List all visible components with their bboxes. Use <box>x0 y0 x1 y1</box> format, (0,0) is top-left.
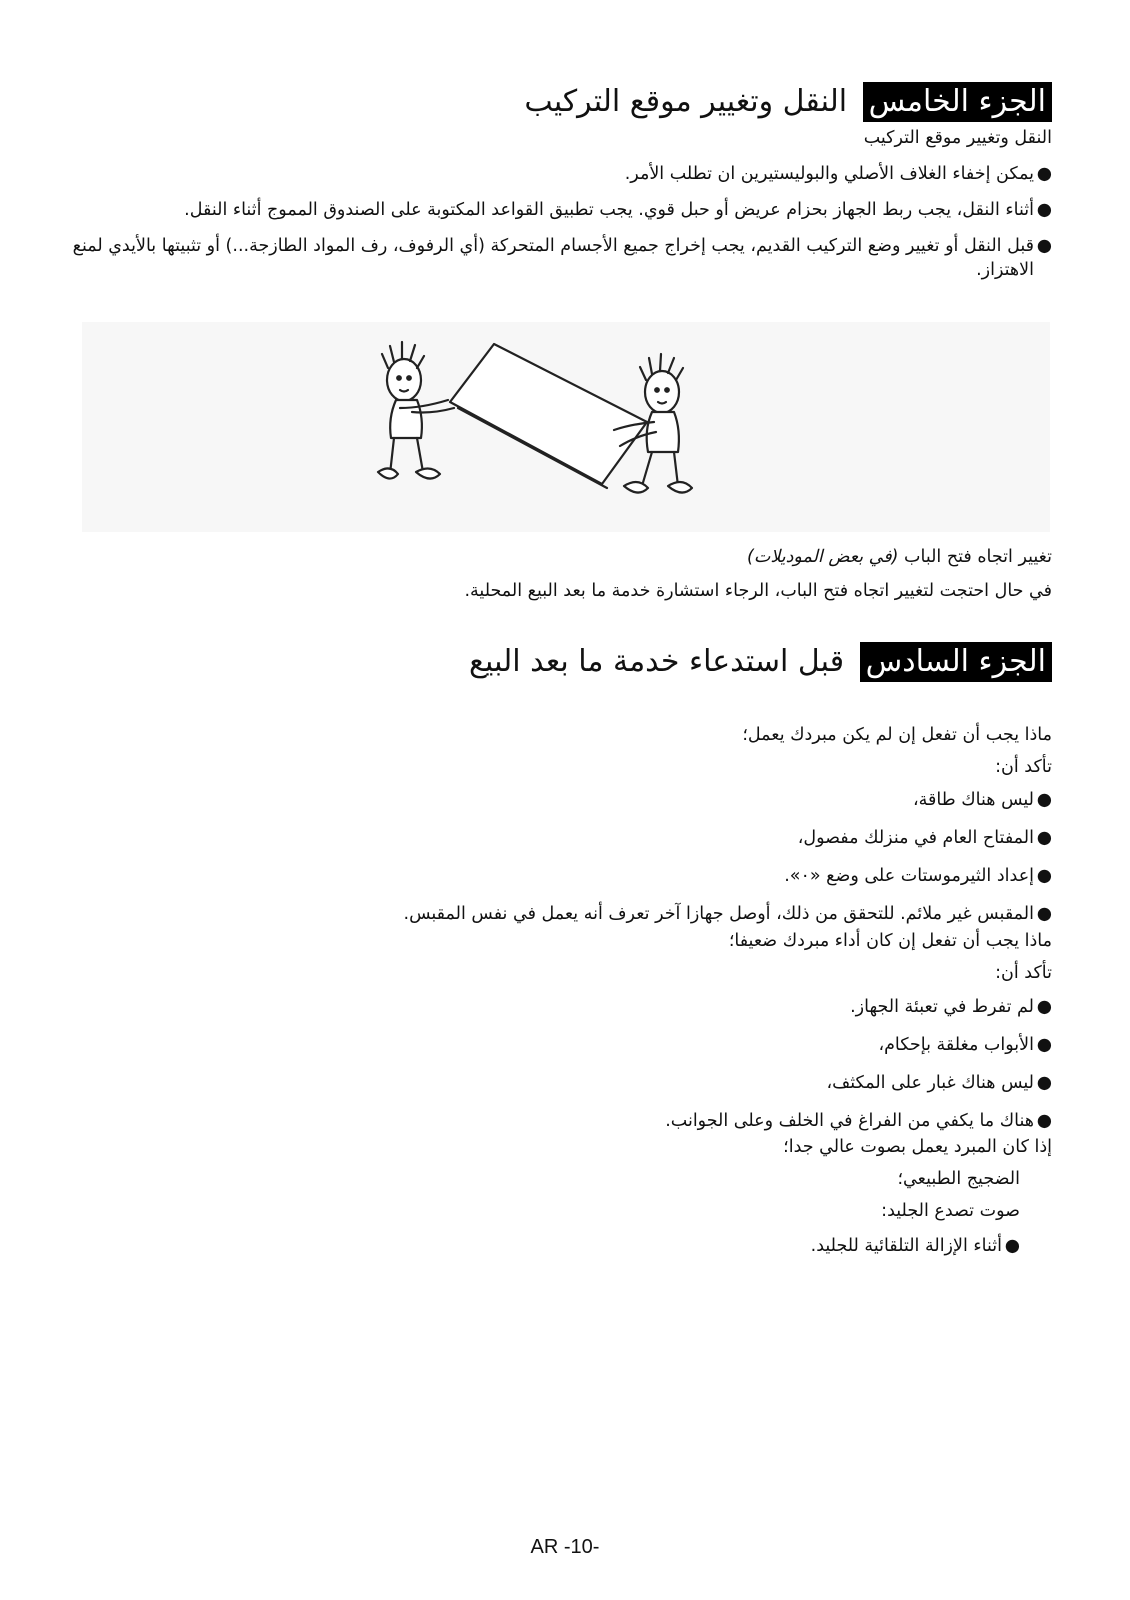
section-5-title: النقل وتغيير موقع التركيب <box>524 84 848 119</box>
question-1-check: تأكد أن: <box>995 757 1052 777</box>
page-number: AR -10- <box>530 1536 600 1558</box>
bullet-icon: ● <box>1036 866 1052 886</box>
list-item <box>72 1033 1052 1057</box>
list-item <box>72 198 1052 222</box>
question-1-bullets <box>72 788 1052 940</box>
list-item-text: الأبواب مغلقة بإحكام، <box>878 1035 1034 1055</box>
question-2: ماذا يجب أن تفعل إن كان أداء مبردك ضعيفا؛ <box>728 931 1052 951</box>
list-item <box>72 788 1052 812</box>
bullet-icon: ● <box>1036 904 1052 924</box>
carrying-fridge-illustration <box>82 322 1050 532</box>
question-3: إذا كان المبرد يعمل بصوت عالي جدا؛ <box>783 1137 1052 1157</box>
list-item-text: هناك ما يكفي من الفراغ في الخلف وعلى الجوانب. <box>665 1111 1034 1131</box>
question-3-sub: الضجيج الطبيعي؛ <box>897 1169 1020 1189</box>
list-item-text: إعداد الثيرموستات على وضع «٠». <box>784 866 1034 886</box>
list-item-text: ليس هناك غبار على المكثف، <box>826 1073 1034 1093</box>
list-item-text: أثناء النقل، يجب ربط الجهاز بحزام عريض أو حبل قوي. يجب تطبيق القواعد المكتوبة على الصندوق المموج أثناء النقل. <box>184 200 1034 220</box>
list-item-text: ليس هناك طاقة، <box>913 790 1034 810</box>
list-item <box>72 1071 1052 1095</box>
door-text: في حال احتجت لتغيير اتجاه فتح الباب، الرجاء استشارة خدمة ما بعد البيع المحلية. <box>464 581 1052 601</box>
door-caption-note: (في بعض الموديلات) <box>747 547 899 567</box>
bullet-icon: ● <box>1036 164 1052 184</box>
bullet-icon: ● <box>1036 1035 1052 1055</box>
question-2-check: تأكد أن: <box>995 963 1052 983</box>
section-6-label: الجزء السادس <box>860 642 1052 682</box>
list-item-text: المفتاح العام في منزلك مفصول، <box>797 828 1034 848</box>
list-item <box>80 1234 1020 1258</box>
section-6-heading <box>72 642 1052 682</box>
door-caption-main: تغيير اتجاه فتح الباب <box>904 547 1052 567</box>
bullet-icon: ● <box>1036 997 1052 1017</box>
list-item <box>72 826 1052 850</box>
section-5-bullets <box>72 162 1052 294</box>
bullet-icon: ● <box>1036 236 1052 256</box>
bullet-icon: ● <box>1036 1111 1052 1131</box>
question-2-bullets <box>72 995 1052 1147</box>
list-item-text: لم تفرط في تعبئة الجهاز. <box>850 997 1034 1017</box>
list-item-text: يمكن إخفاء الغلاف الأصلي والبوليستيرين ان تطلب الأمر. <box>624 164 1034 184</box>
bullet-icon: ● <box>1004 1236 1020 1256</box>
list-item <box>72 995 1052 1019</box>
section-6-title: قبل استدعاء خدمة ما بعد البيع <box>469 644 845 679</box>
list-item <box>72 902 1052 926</box>
list-item-text: أثناء الإزالة التلقائية للجليد. <box>810 1236 1002 1256</box>
bullet-icon: ● <box>1036 1073 1052 1093</box>
list-item <box>72 1109 1052 1133</box>
list-item-text: قبل النقل أو تغيير وضع التركيب القديم، يجب إخراج جميع الأجسام المتحركة (أي الرفوف، رف المواد الطازجة...) أو تثبيتها بالأيدي لمنع الاهتزاز. <box>72 236 1034 280</box>
bullet-icon: ● <box>1036 790 1052 810</box>
list-item <box>72 864 1052 888</box>
section-5-subtitle: النقل وتغيير موقع التركيب <box>863 128 1052 148</box>
bullet-icon: ● <box>1036 200 1052 220</box>
section-5-heading <box>72 82 1052 122</box>
question-3-check: صوت تصدع الجليد: <box>881 1201 1020 1221</box>
list-item <box>72 234 1052 282</box>
bullet-icon: ● <box>1036 828 1052 848</box>
section-5-label: الجزء الخامس <box>863 82 1052 122</box>
question-1: ماذا يجب أن تفعل إن لم يكن مبردك يعمل؛ <box>742 725 1052 745</box>
door-caption <box>92 546 1052 568</box>
list-item <box>72 162 1052 186</box>
question-3-bullets <box>80 1234 1020 1270</box>
list-item-text: المقبس غير ملائم. للتحقق من ذلك، أوصل جهازا آخر تعرف أنه يعمل في نفس المقبس. <box>403 904 1034 924</box>
